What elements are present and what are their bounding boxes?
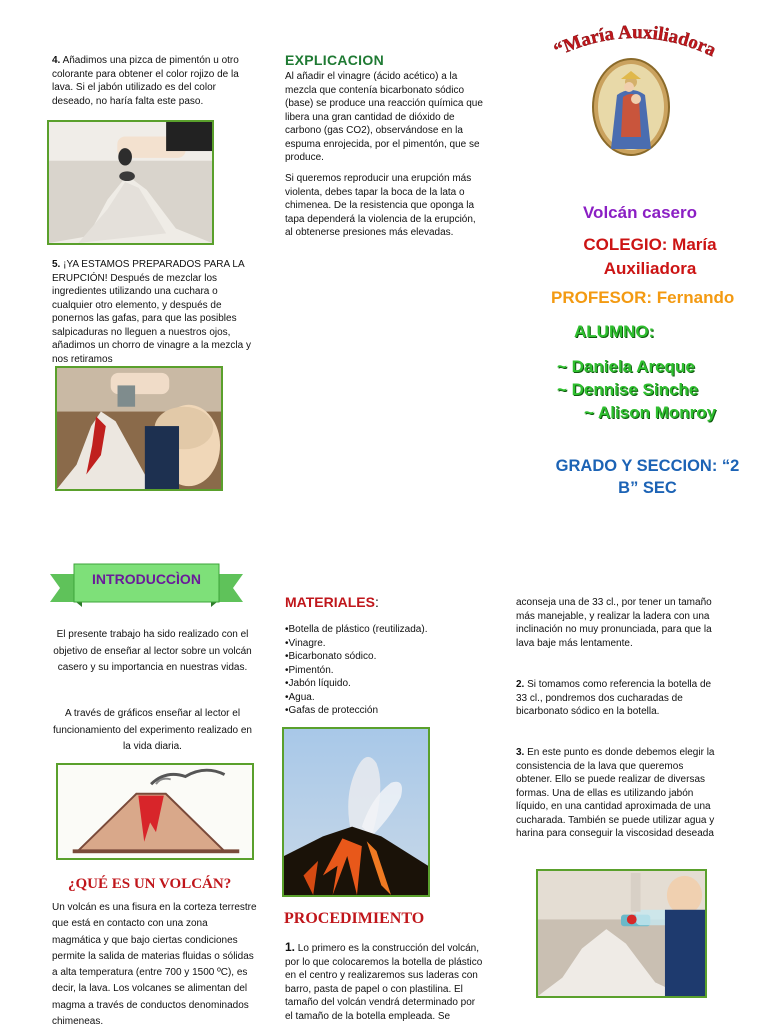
step2-text: Si tomamos como referencia la botella de 33 cl., pondremos dos cucharadas de bicarbonato sódico en la botella. — [516, 679, 712, 717]
materials-item: • Pimentón. — [285, 664, 485, 678]
step4-number: 4. — [52, 55, 61, 66]
photo-volcano-eruption — [282, 727, 430, 897]
cover-school — [545, 233, 755, 281]
intro-banner — [50, 560, 243, 608]
step5-paragraph — [52, 258, 257, 366]
cover-teacher: PROFESOR: Fernando — [551, 288, 735, 307]
explicacion-paragraph-2: Si queremos reproducir una erupción más violenta, debes tapar la boca de la lata o chimenea. De la resistencia que oponga la tapa dependerá la violencia de la erupción, al obtenerse presiones más elevadas. — [285, 173, 476, 238]
materials-colon: : — [374, 594, 379, 610]
materials-item: • Jabón líquido. — [285, 677, 485, 691]
step4-paragraph — [52, 54, 252, 108]
cover-school-line1: COLEGIO: María — [583, 235, 717, 254]
explicacion-title: EXPLICACION — [285, 52, 384, 68]
step2-paragraph — [516, 678, 721, 719]
cover-student-3: ~ Alison Monroy — [584, 403, 717, 422]
step1-paragraph — [285, 941, 485, 1023]
step3-text: En este punto es donde debemos elegir la consistencia de la lava que queremos obtener. Ello se puede realizar de diversas formas. Una de ellas es utilizando jabón líquido, en una cantidad aproximada de una cucharada. También se puede utilizar agua y harina para conseguir la viscosidad deseada — [516, 747, 715, 839]
step3-paragraph — [516, 746, 721, 841]
step1-text: Lo primero es la construcción del volcán, por lo que colocaremos la botella de plástico en el centro y realizaremos sus laderas con barro, pasta de papel o con plastilina. El tamaño del volcán vendrá determinado por el tamaño de la botella empleada. Se — [285, 943, 483, 1022]
intro-paragraph-1: El presente trabajo ha sido realizado con el objetivo de enseñar al lector sobre un volcán casero y su importancia en nuestras vidas. — [53, 629, 252, 673]
photo-pouring-into-bottle — [536, 869, 707, 998]
cover-subject: Volcán casero — [582, 203, 698, 222]
cover-students-label: ALUMNO: — [574, 322, 655, 341]
photo-adding-vinegar — [55, 366, 223, 491]
materials-item: • Gafas de protección — [285, 704, 485, 718]
step2-number: 2. — [516, 679, 525, 690]
step5-number: 5. — [52, 259, 61, 270]
step1-number: 1. — [285, 940, 296, 954]
intro-paragraph-2: A través de gráficos enseñar al lector el funcionamiento del experimento realizado en la vida diaria. — [52, 708, 252, 752]
materials-item: • Agua. — [285, 691, 485, 705]
materials-list — [285, 623, 485, 718]
step3-number: 3. — [516, 747, 525, 758]
explicacion-paragraph-1: Al añadir el vinagre (ácido acético) a la mezcla que contenía bicarbonato sódico (base) se produce una reacción química que libera una gran cantidad de dióxido de carbono (gas CO2), observándose en la espuma enrojecida, por el pimentón, que se produce. — [285, 71, 483, 163]
step4-text: Añadimos una pizca de pimentón u otro colorante para obtener el color rojizo de la lava. Si el jabón utilizado es del color deseado, no haría falta este paso. — [52, 55, 239, 107]
svg-text:“María Auxiliadora — [551, 22, 720, 61]
materials-title: MATERIALES — [285, 594, 375, 610]
materials-item: • Vinagre. — [285, 637, 485, 651]
cover-school-line2: Auxiliadora — [603, 259, 697, 278]
cover-student-1: ~ Daniela Areque — [557, 357, 695, 376]
step5-text: ¡YA ESTAMOS PREPARADOS PARA LA ERUPCIÓN! Después de mezclar los ingredientes utilizando una cuchara o cualquier otro elemento, y después de ponernos las gafas, para que las posibles salpicaduras no lleguen a nuestros ojos, añadimos un chorro de vinagre a la mezcla y nos retiramos — [52, 259, 251, 365]
cover-grade — [540, 455, 755, 499]
materials-item: • Bicarbonato sódico. — [285, 650, 485, 664]
intro-banner-text: INTRODUCCÌON — [92, 571, 201, 587]
virgin-mary-image — [591, 57, 671, 157]
cover-grade-line1: GRADO Y SECCION: “2 — [555, 457, 740, 475]
procedure-title: PROCEDIMIENTO — [284, 910, 425, 927]
cover-grade-line2: B” SEC — [618, 479, 677, 497]
materials-heading — [285, 594, 379, 610]
photo-adding-colorant — [47, 120, 214, 245]
cover-arc-title-text: “María Auxiliadora — [550, 21, 720, 62]
materials-item: • Botella de plástico (reutilizada). — [285, 623, 485, 637]
what-is-volcano-text: Un volcán es una fisura en la corteza terrestre que está en contacto con una zona magmática y que bajo ciertas condiciones permite la salida de materias fluidas o sólidas a alta temperatura (entre 700 y 1500 ºC), es decir, la lava. Los volcanes se alimentan del magma a través de conductos denominados chimeneas. — [52, 902, 257, 1028]
drawing-volcano — [56, 763, 254, 860]
step1-continuation: aconseja una de 33 cl., por tener un tamaño más manejable, y realizar la ladera con una inclinación no muy pronunciada, para que la lava baje más lentamente. — [516, 597, 712, 649]
what-is-volcano-title: ¿QUÉ ES UN VOLCÁN? — [68, 876, 232, 892]
cover-student-2: ~ Dennise Sinche — [557, 380, 699, 399]
